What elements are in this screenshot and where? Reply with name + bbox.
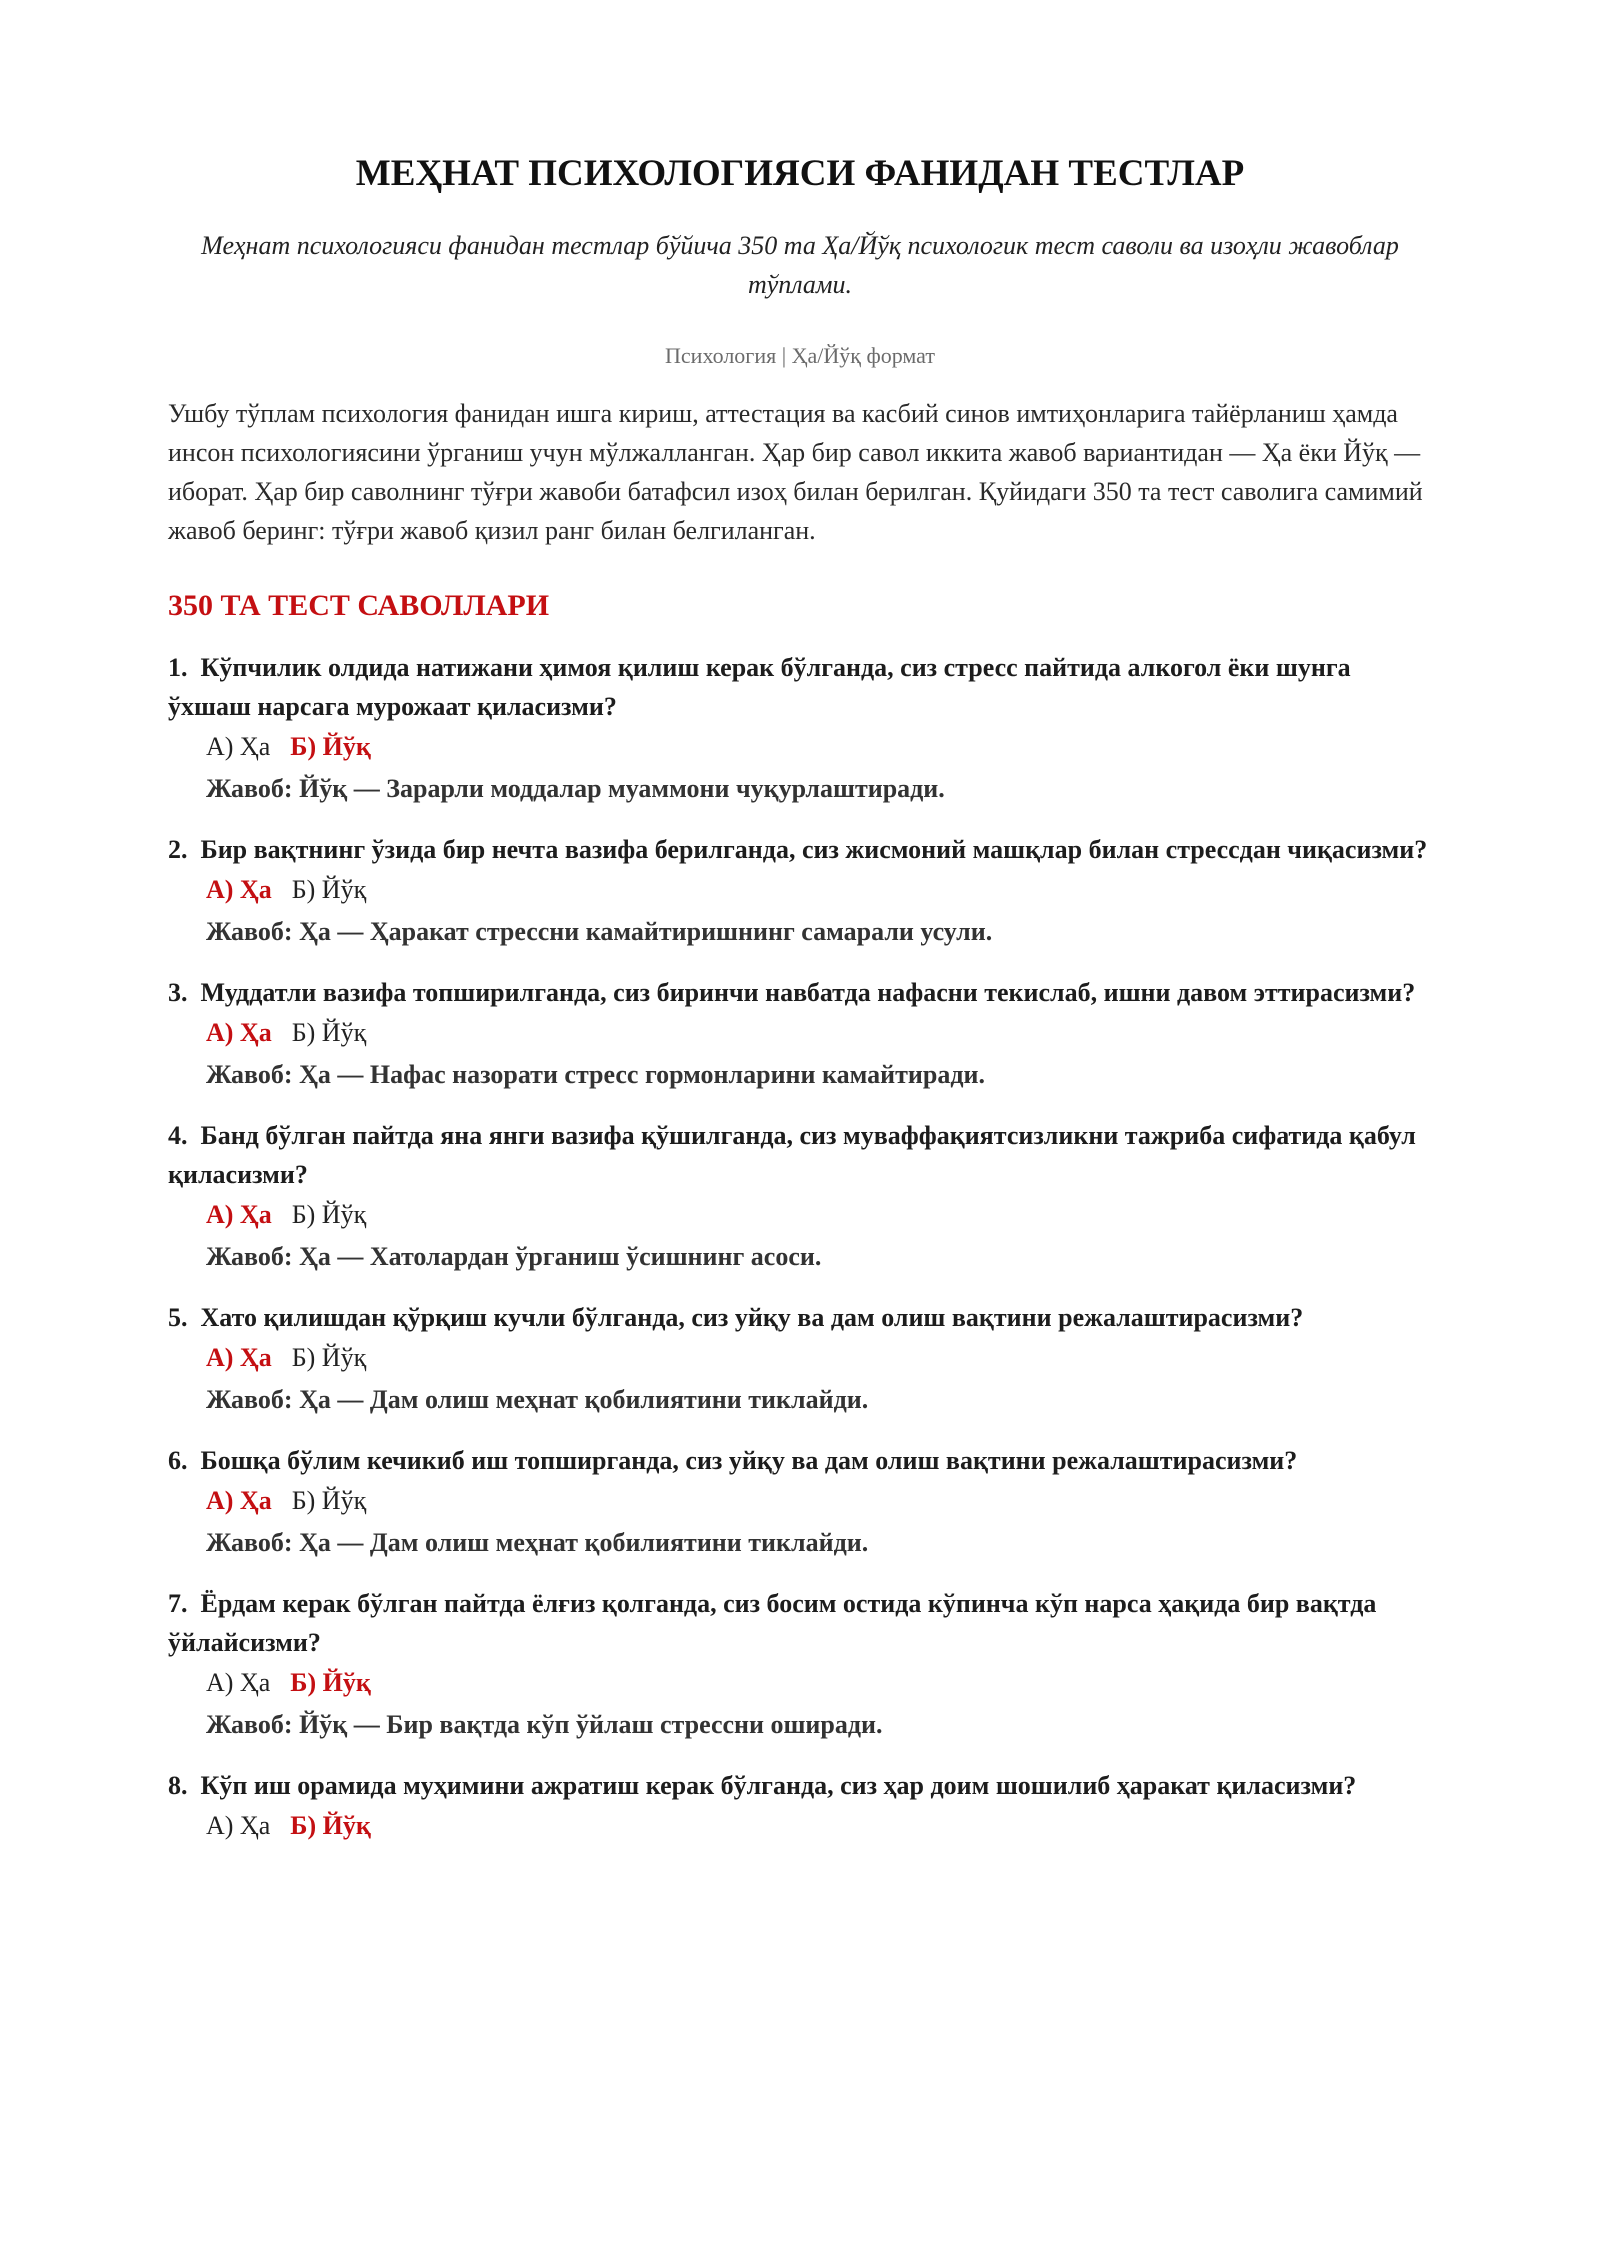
question-body: Бошқа бўлим кечикиб иш топширганда, сиз уйқу ва дам олиш вақтини режалаштирасизми? (200, 1446, 1298, 1475)
question-item (168, 1441, 1432, 1564)
answer-explanation: Жавоб: Ҳа — Ҳаракат стрессни камайтиришнинг самарали усули. (206, 917, 993, 946)
question-number: 4. (168, 1121, 188, 1150)
question-text (168, 1298, 1432, 1337)
option-b[interactable]: Б) Йўқ (291, 1018, 367, 1047)
question-item (168, 648, 1432, 810)
answer-explanation: Жавоб: Ҳа — Хатолардан ўрганиш ўсишнинг асоси. (206, 1242, 822, 1271)
question-number: 3. (168, 978, 188, 1007)
option-a[interactable]: А) Ҳа (206, 1018, 272, 1047)
question-text (168, 1766, 1432, 1805)
question-body: Хато қилишдан қўрқиш кучли бўлганда, сиз уйқу ва дам олиш вақтини режалаштирасизми? (200, 1303, 1304, 1332)
answer-options (168, 1480, 1432, 1522)
question-item (168, 830, 1432, 953)
question-body: Кўп иш орамида муҳимини ажратиш керак бўлганда, сиз ҳар доим шошилиб ҳаракат қиласизми? (200, 1771, 1357, 1800)
answer-options (168, 1805, 1432, 1847)
question-text (168, 830, 1432, 869)
question-item (168, 1584, 1432, 1746)
section-title: 350 ТА ТЕСТ САВОЛЛАРИ (168, 589, 550, 622)
intro-paragraph: Ушбу тўплам психология фанидан ишга кириш, аттестация ва касбий синов имтиҳонларига тайёрланиш ҳамда инсон психологиясини ўрганиш учун мўлжалланган. Ҳар бир савол иккита жавоб вариантидан — Ҳа ёки Йўқ — иборат. Ҳар бир саволнинг тўғри жавоби батафсил изоҳ билан берилган. Қуйидаги 350 та тест саволига самимий жавоб беринг: тўғри жавоб қизил ранг билан белгиланган. (168, 399, 1423, 545)
document-subtitle: Меҳнат психологияси фанидан тестлар бўйича 350 та Ҳа/Йўқ психологик тест саволи ва изоҳли жавоблар тўплами. (201, 231, 1399, 299)
document-title: МЕҲНАТ ПСИХОЛОГИЯСИ ФАНИДАН ТЕСТЛАР (355, 153, 1245, 194)
question-number: 8. (168, 1771, 188, 1800)
answer-explanation: Жавоб: Ҳа — Дам олиш меҳнат қобилиятини тиклайди. (206, 1385, 869, 1414)
question-number: 7. (168, 1589, 188, 1618)
question-text (168, 1441, 1432, 1480)
question-body: Кўпчилик олдида натижани ҳимоя қилиш керак бўлганда, сиз стресс пайтида алкогол ёки шунга ўхшаш нарсага мурожаат қиласизми? (168, 653, 1351, 721)
question-list (168, 648, 1432, 1847)
answer-options (168, 1194, 1432, 1236)
option-b[interactable]: Б) Йўқ (290, 1668, 371, 1697)
option-a[interactable]: А) Ҳа (206, 732, 271, 761)
option-a[interactable]: А) Ҳа (206, 1343, 272, 1372)
option-a[interactable]: А) Ҳа (206, 1200, 272, 1229)
question-text (168, 1584, 1432, 1662)
answer-explanation: Жавоб: Ҳа — Дам олиш меҳнат қобилиятини тиклайди. (206, 1528, 869, 1557)
answer-options (168, 1662, 1432, 1704)
option-a[interactable]: А) Ҳа (206, 1811, 271, 1840)
question-item (168, 1116, 1432, 1278)
option-b[interactable]: Б) Йўқ (291, 1343, 367, 1372)
answer-options (168, 726, 1432, 768)
question-number: 1. (168, 653, 188, 682)
question-number: 2. (168, 835, 188, 864)
question-text (168, 973, 1432, 1012)
question-body: Муддатли вазифа топширилганда, сиз биринчи навбатда нафасни текислаб, ишни давом эттирасизми? (200, 978, 1416, 1007)
option-b[interactable]: Б) Йўқ (291, 1486, 367, 1515)
answer-explanation: Жавоб: Йўқ — Зарарли моддалар муаммони чуқурлаштиради. (206, 774, 945, 803)
answer-options (168, 1012, 1432, 1054)
answer-options (168, 1337, 1432, 1379)
question-item (168, 1298, 1432, 1421)
option-b[interactable]: Б) Йўқ (291, 875, 367, 904)
question-body: Ёрдам керак бўлган пайтда ёлғиз қолганда, сиз босим остида кўпинча кўп нарса ҳақида бир вақтда ўйлайсизми? (168, 1589, 1377, 1657)
answer-explanation: Жавоб: Йўқ — Бир вақтда кўп ўйлаш стрессни оширади. (206, 1710, 883, 1739)
option-b[interactable]: Б) Йўқ (290, 1811, 371, 1840)
question-body: Банд бўлган пайтда яна янги вазифа қўшилганда, сиз муваффақиятсизликни тажриба сифатида қабул қиласизми? (168, 1121, 1416, 1189)
answer-options (168, 869, 1432, 911)
document-meta: Психология | Ҳа/Йўқ формат (665, 343, 935, 368)
option-a[interactable]: А) Ҳа (206, 1668, 271, 1697)
answer-explanation: Жавоб: Ҳа — Нафас назорати стресс гормонларини камайтиради. (206, 1060, 985, 1089)
option-b[interactable]: Б) Йўқ (290, 732, 371, 761)
option-a[interactable]: А) Ҳа (206, 875, 272, 904)
question-item (168, 1766, 1432, 1847)
question-number: 6. (168, 1446, 188, 1475)
question-item (168, 973, 1432, 1096)
question-text (168, 1116, 1432, 1194)
question-text (168, 648, 1432, 726)
option-b[interactable]: Б) Йўқ (291, 1200, 367, 1229)
question-body: Бир вақтнинг ўзида бир нечта вазифа берилганда, сиз жисмоний машқлар билан стрессдан чиқасизми? (200, 835, 1428, 864)
option-a[interactable]: А) Ҳа (206, 1486, 272, 1515)
question-number: 5. (168, 1303, 188, 1332)
